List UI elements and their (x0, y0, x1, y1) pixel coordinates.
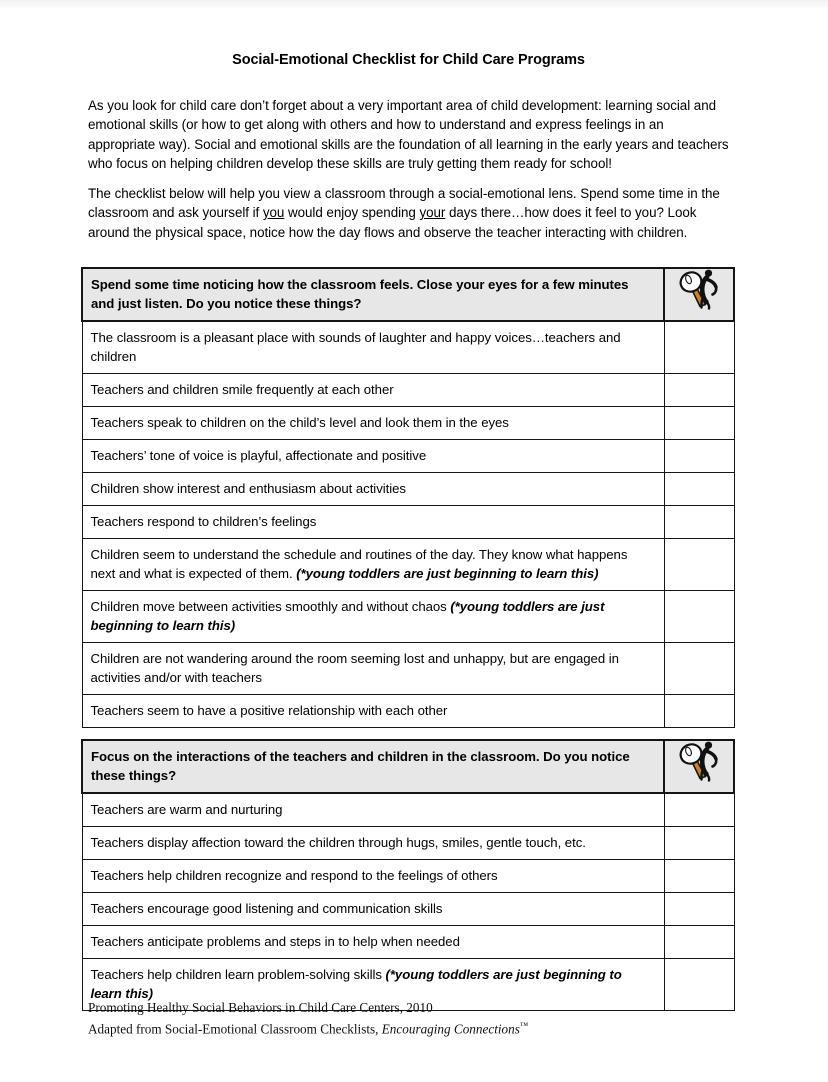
checklist-item-note: (*young toddlers are just beginning to learn this) (90, 599, 605, 633)
icon-wrapper (665, 741, 733, 783)
paragraph2-text-c: days there…how does it feel to you? Look around the physical space, notice how the day flows and observe the teacher interacting with children. (88, 205, 697, 240)
checklist-checkbox-cell[interactable] (664, 793, 734, 827)
checklist-item-main-text: Teachers help children learn problem-solving skills (90, 967, 386, 982)
paragraph2-underlined-you: you (262, 205, 285, 221)
checklist-row (82, 321, 734, 374)
checklist-checkbox-cell[interactable] (664, 926, 734, 959)
trademark-symbol: ™ (519, 1019, 529, 1030)
checklist-item-text (82, 506, 664, 539)
checklist-item-main-text: Children are not wandering around the room seeming lost and unhappy, but are engaged in activities and/or with teachers (90, 651, 619, 685)
checklist-row (82, 860, 734, 893)
checklist-row (82, 473, 734, 506)
intro-paragraph-1: As you look for child care don’t forget about a very important area of child development: learning social and emotional skills (or how to get along with others and how to understand and express feelings in an appropriate way). Social and emotional skills are the foundation of all learning in the early years and teachers who focus on helping children develop these skills are truly getting them ready for school! (88, 98, 729, 171)
checklist-item-text (82, 374, 664, 407)
paragraph2-underlined-your: your (419, 205, 446, 221)
checklist-row (82, 643, 734, 695)
paragraph2-text-b: would enjoy spending (284, 205, 420, 221)
checklist-item-text (82, 827, 664, 860)
checklist-item-main-text: Teachers help children recognize and respond to the feelings of others (90, 868, 498, 883)
checklist-row (82, 440, 734, 473)
checklist-checkbox-cell[interactable] (664, 473, 734, 506)
table-header-prompt: Focus on the interactions of the teachers and children in the classroom. Do you notice these things? (82, 740, 664, 793)
checklist-checkbox-cell[interactable] (664, 539, 734, 591)
checklist-checkbox-cell[interactable] (664, 506, 734, 539)
checklist-item-text (82, 860, 664, 893)
checklist-item-main-text: Teachers encourage good listening and communication skills (90, 901, 443, 916)
checklist-checkbox-cell[interactable] (664, 591, 734, 643)
checklist-item-main-text: Children show interest and enthusiasm about activities (90, 481, 406, 496)
checklist-item-main-text: Teachers are warm and nurturing (90, 802, 283, 817)
checklist-checkbox-cell[interactable] (664, 321, 734, 374)
checklist-row (82, 793, 734, 827)
checklist-checkbox-cell[interactable] (664, 407, 734, 440)
table-header-row (82, 268, 734, 321)
checklist-item-main-text: Teachers’ tone of voice is playful, affectionate and positive (90, 448, 427, 463)
checklist-item-text (82, 893, 664, 926)
checklist-row (82, 506, 734, 539)
checklist-item-main-text: Teachers and children smile frequently at each other (90, 382, 394, 397)
table-header-row (82, 740, 734, 793)
checklist-row (82, 407, 734, 440)
checklist-item-note: (*young toddlers are just beginning to learn this) (296, 566, 599, 581)
checklist-item-main-text: Teachers respond to children’s feelings (90, 514, 317, 529)
checklist-checkbox-cell[interactable] (664, 643, 734, 695)
checklist-row (82, 539, 734, 591)
document-footer (88, 1000, 728, 1037)
checklist-item-text (82, 643, 664, 695)
checklist-checkbox-cell[interactable] (664, 695, 734, 728)
checklist-item-text (82, 473, 664, 506)
footer-line2-prefix: Adapted from Social-Emotional Classroom Checklists, (88, 1020, 382, 1036)
checklist-item-note: (*young toddlers are just beginning to learn this) (90, 967, 622, 1001)
checklist-item-text (82, 539, 664, 591)
checklist-checkbox-cell[interactable] (664, 440, 734, 473)
checklist-item-main-text: Children move between activities smoothly and without chaos (90, 599, 451, 614)
checklist-item-main-text: Teachers seem to have a positive relationship with each other (90, 703, 448, 718)
table1-body (82, 268, 734, 728)
checklist-item-main-text: Teachers display affection toward the children through hugs, smiles, gentle touch, etc. (90, 835, 586, 850)
footer-line2-italic: Encouraging Connections (381, 1020, 520, 1036)
checklist-item-main-text: Teachers speak to children on the child’s level and look them in the eyes (90, 415, 509, 430)
checklist-row (82, 926, 734, 959)
paragraph2-text-a: The checklist below will help you view a classroom through a social-emotional lens. Spend some time in the classroom and ask yourself if (88, 186, 720, 221)
checklist-item-text (82, 407, 664, 440)
table-header-prompt: Spend some time noticing how the classroom feels. Close your eyes for a few minutes and just listen. Do you notice these things? (82, 268, 664, 321)
checklist-item-text (82, 321, 664, 374)
checklist-row (82, 591, 734, 643)
checklist-item-text (82, 440, 664, 473)
icon-wrapper (665, 269, 733, 311)
page-title: Social-Emotional Checklist for Child Care Programs (232, 52, 585, 68)
checklist-item-main-text: The classroom is a pleasant place with sounds of laughter and happy voices…teachers and children (90, 330, 621, 364)
checklist-item-text (82, 793, 664, 827)
checklist-table-teacher-interactions (81, 739, 735, 1011)
checklist-item-main-text: Teachers anticipate problems and steps in to help when needed (90, 934, 460, 949)
checklist-item-main-text: Children seem to understand the schedule and routines of the day. They know what happens next and what is expected of them. (90, 547, 628, 581)
checklist-item-text (82, 926, 664, 959)
checklist-table-classroom-feel (81, 267, 735, 728)
footer-line-1: Promoting Healthy Social Behaviors in Child Care Centers, 2010 (88, 1000, 433, 1015)
checklist-checkbox-cell[interactable] (664, 827, 734, 860)
checklist-row (82, 893, 734, 926)
magnifying-glass-person-icon (664, 740, 734, 793)
checklist-item-text (82, 591, 664, 643)
footer-line-2 (88, 1017, 728, 1038)
checklist-row (82, 374, 734, 407)
checklist-checkbox-cell[interactable] (664, 860, 734, 893)
checklist-checkbox-cell[interactable] (664, 374, 734, 407)
checklist-item-text (82, 695, 664, 728)
checklist-row (82, 695, 734, 728)
magnifying-glass-person-icon (664, 268, 734, 321)
checklist-row (82, 827, 734, 860)
checklist-checkbox-cell[interactable] (664, 893, 734, 926)
table2-body (82, 740, 734, 1011)
intro-paragraph-2 (88, 184, 732, 242)
